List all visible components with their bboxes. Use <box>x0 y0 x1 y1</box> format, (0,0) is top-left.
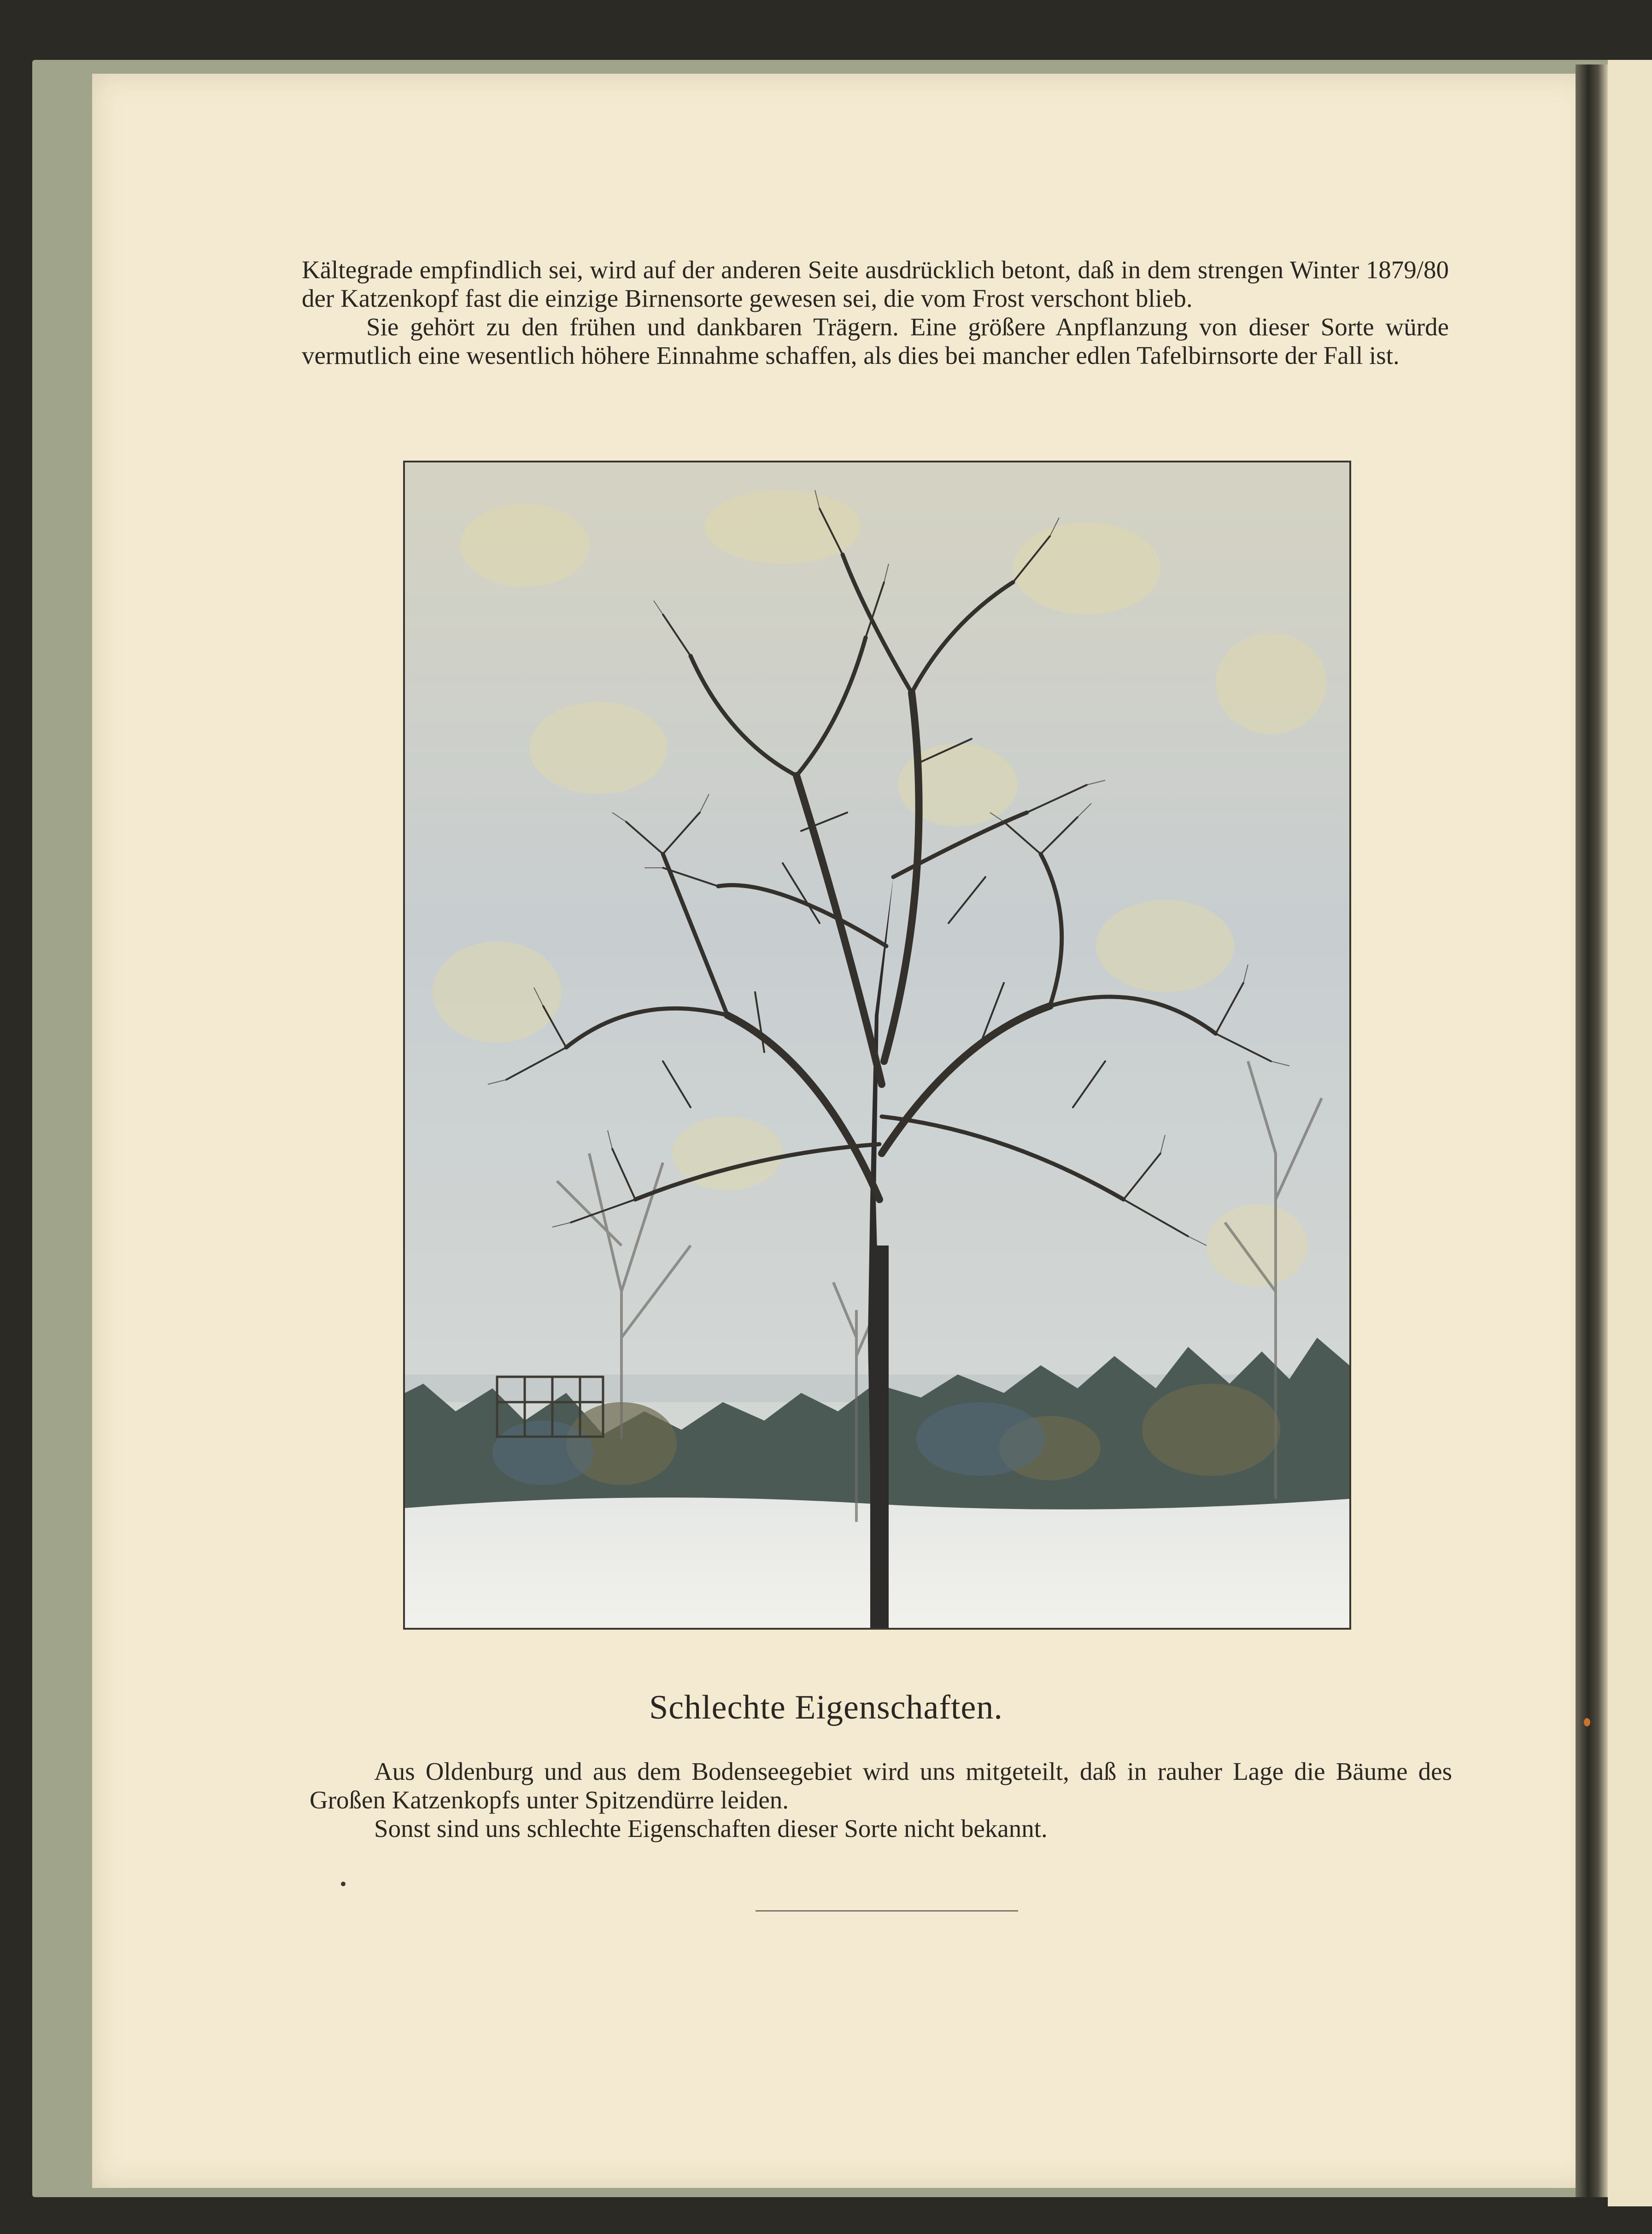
opposite-page-edge <box>1608 60 1652 2206</box>
book-gutter <box>1576 64 1608 2197</box>
paragraph-yield: Sie gehört zu den frühen und dankbaren Trägern. Eine größere Anpflanzung von dieser Sorte würde vermutlich eine wesentlich höhere Einnahme schaffen, als dies bei mancher edlen Tafelbirnsorte der Fall ist. <box>302 313 1449 369</box>
section-heading: Schlechte Eigenschaften. <box>649 1689 1003 1726</box>
body-text-bottom <box>310 1757 1452 1843</box>
paragraph-no-other-flaws: Sonst sind uns schlechte Eigenschaften dieser Sorte nicht bekannt. <box>374 1814 1048 1842</box>
body-text-top <box>302 256 1449 370</box>
paragraph-weakness: Aus Oldenburg und aus dem Bodenseegebiet wird uns mitgeteilt, daß in rauher Lage die Bäume des Großen Katzenkopfs unter Spitzendürre leiden. <box>310 1757 1452 1814</box>
paper-speck <box>341 1882 346 1886</box>
tree-photograph <box>403 461 1351 1630</box>
paper-speck <box>1584 1718 1590 1726</box>
closing-rule <box>756 1910 1018 1912</box>
paragraph-frost: Kältegrade empfindlich sei, wird auf der anderen Seite ausdrücklich betont, daß in dem strengen Winter 1879/80 der Katzenkopf fast die einzige Birnensorte gewesen sei, die vom Frost verschont blieb. <box>302 256 1449 312</box>
